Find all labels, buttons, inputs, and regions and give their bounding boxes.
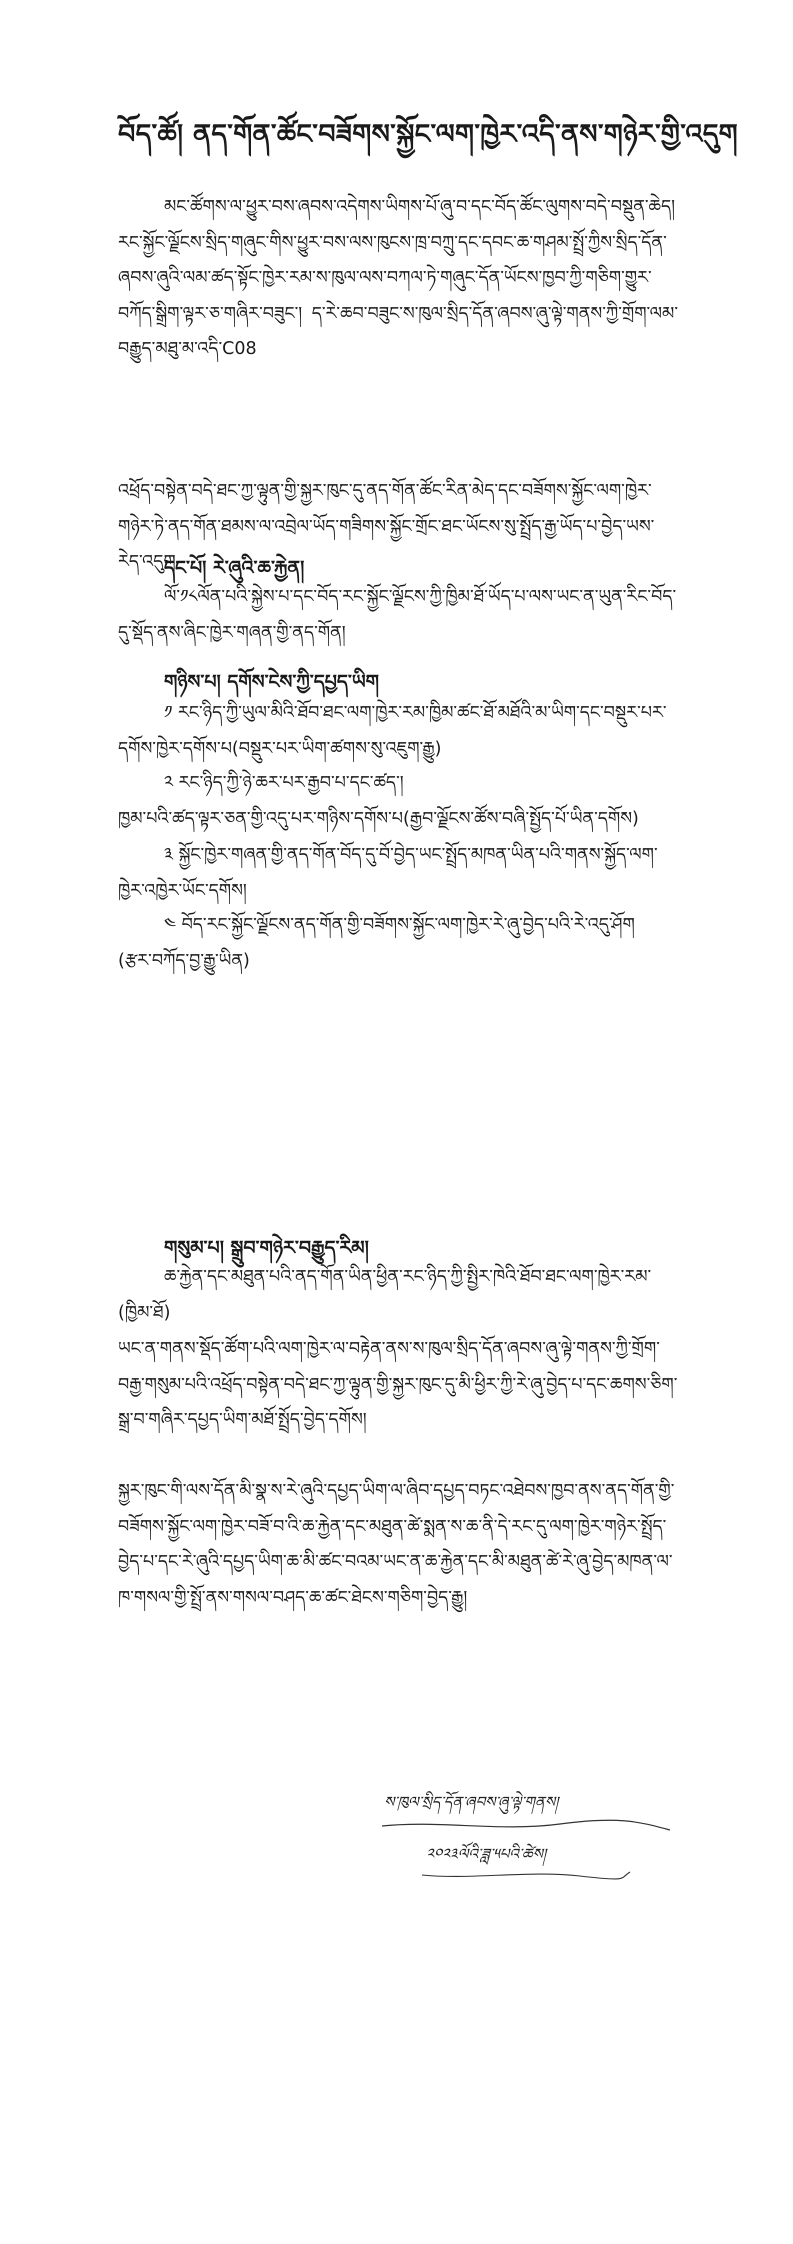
- section-3-paragraph-3: སྐྱར་ཁུང་གི་ལས་དོན་མི་སྣ་ས་རེ་ཞུའི་དཔྱད་ཡིག་ལ་ཞིབ་དཔྱད་བཏང་འཐེབས་ཁྱབ་ནས་ནད་གོན་གྱི་བཟོགས་སྐྱོང་ལག་ཁྱེར་བཟོ་བ་འི་ཆ་རྐྱེན་དང་མཐུན་ཚེ་སྨན་ས་ཆ་ནི་དེ་རང་དུ་ལག་ཁྱེར་གཉེར་སྤྲོད་བྱེད་པ་དང་རེ་ཞུའི་དཔྱད་ཡིག་ཆ་མི་ཚང་བའམ་ཡང་ན་ཆ་རྐྱེན་དང་མི་མཐུན་ཚེ་རེ་ཞུ་བྱེད་མཁན་ལ་ཁ་གསལ་གྱི་སྤྲོ་ནས་གསལ་བཤད་ཆ་ཚང་ཐེངས་གཅིག་བྱེད་རྒྱུ།: [118, 1481, 675, 1608]
- signature-underline-stroke: [380, 1818, 672, 1834]
- requirement-item-2: ༢ རང་ཉིད་ཀྱི་ཉེ་ཆར་པར་རྒྱབ་པ་དང་ཚད་།: [164, 773, 404, 793]
- intro-paragraph-2: འཕྲོད་བསྟེན་བདེ་ཐང་ཀྱ་ལྟུན་གྱི་སྐྱར་ཁུང་དུ་ནད་གོན་ཚོང་རིན་མེད་དང་བཟོགས་སྐྱོང་ལག་ཁྱེར་གཉེར་ཏེ་ནད་གོན་ཐམས་ལ་འབྲེལ་ཡོད་གཟིགས་སྐྱོང་གྲོང་ཐང་ཡོངས་སུ་སྤྲོད་རྒྱ་ཡོད་པ་བྱེད་ཡས་རེད་འདུག: [118, 481, 655, 572]
- requirement-item-4: ༤ བོད་རང་སྐྱོང་ལྗོངས་ནད་གོན་གྱི་བཟོགས་སྐྱོང་ལག་ཁྱེར་རེ་ཞུ་བྱེད་པའི་རེ་འདུ་ཤོག: [164, 915, 635, 935]
- section-1-body: ལོ་༡༨ལོན་པའི་སྐྱེས་པ་དང་བོད་རང་སྐྱོང་ལྗོངས་ཀྱི་ཁྱིམ་ཐོ་ཡོད་པ་ལས་ཡང་ན་ཡུན་རིང་བོད་དུ་སྡོད་ནས་ཞིང་ཁྱེར་གཞན་གྱི་ནད་གོན།: [118, 587, 677, 643]
- requirement-item-3: ༣ སྐྱོང་ཁྱེར་གཞན་གྱི་ནད་གོན་བོད་དུ་བོ་བྱེད་ཡང་སྤྲོད་མཁན་ཡིན་པའི་གནས་སྐྱོད་ལག་ཁྱེར་འཁྱེར་ཡོང་དགོས།: [118, 845, 658, 901]
- section-heading-2: གཉིས་པ། དགོས་ངེས་ཀྱི་དཔྱད་ཡིག: [164, 671, 380, 693]
- intro-paragraph-1: མང་ཚོགས་ལ་ཕྱུར་བས་ཞབས་འདེགས་ཡིགས་པོ་ཞུ་བ་དང་བོད་ཚོང་ལུགས་བདེ་བསྡུན་ཆེད། རང་སྐྱོང་ལྗོངས་སྲིད་གཞུང་གིས་ཕྱུར་བས་ལས་ཁུངས་ཁྲ་བཀྲུ་དང་དབང་ཆ་གཤམ་སྤྲོ་ཀྱིས་སྲིད་དོན་ཞབས་ཞུའི་ལམ་ཚད་སྟོང་ཁྱེར་རམ་ས་ཁུལ་ལས་བཀལ་ཏེ་གཞུང་དོན་ཡོངས་ཁྱབ་ཀྱི་གཅིག་གྱུར་བཀོད་སྒྲིག་ལྟར་ཅ་གཞིར་བཟུང་། ད་རེ་ཆབ་བཟུང་ས་ཁུལ་སྲིད་དོན་ཞབས་ཞུ་ལྟེ་གནས་ཀྱི་གྲོག་ལམ་བརྒྱུད་མཐུ་མ་འདི་C08: [118, 197, 678, 359]
- signature-line-1: ས་ཁུལ་སྲིད་དོན་ཞབས་ཞུ་ལྟེ་གནས།: [384, 1793, 559, 1811]
- section-heading-3: གསུམ་པ། སྒྲུབ་གཉེར་བརྒྱུད་རིམ།: [164, 1237, 369, 1259]
- section-3-paragraph-2: ཡང་ན་གནས་སྡོད་ཚོག་པའི་ལག་ཁྱེར་ལ་བརྟེན་ནས་ས་ཁུལ་སྲིད་དོན་ཞབས་ཞུ་ལྟེ་གནས་ཀྱི་གྲོག་བརྒྱ་གསུམ་པའི་འཕྲོད་བསྟེན་བདེ་ཐང་ཀྱ་ལྟུན་གྱི་སྐྱར་ཁུང་དུ་མི་ཕྱིར་ཀྱི་རེ་ཞུ་བྱེད་པ་དང་ཆགས་ཅིག་སྒྲ་བ་གཞིར་དཔྱད་ཡིག་མཐོ་སྤྲོད་བྱེད་དགོས།: [118, 1339, 678, 1430]
- requirement-item-4-note: (རྩར་བཀོད་བྱ་རྒྱུ་ཡིན): [118, 951, 250, 971]
- requirement-item-1: ༡ རང་ཉིད་ཀྱི་ཡུལ་མིའི་ཐོབ་ཐང་ལག་ཁྱེར་རམ་ཁྱིམ་ཚང་ཐོ་མཐོའི་མ་ཡིག་དང་བསྡུར་པར་དགོས་ཁྱེར་དགོས་པ(བསྡུར་པར་ཡིག་ཚགས་སུ་འཇུག་རྒྱུ): [118, 703, 667, 759]
- document-title: བོད་ཚོ། ནད་གོན་ཚོང་བཟོགས་སྐྱོང་ལག་ཁྱེར་འདི་ནས་གཉེར་གྱི་འདུག: [118, 119, 738, 150]
- section-3-paragraph-1: ཆ་རྐྱེན་དང་མཐུན་པའི་ནད་གོན་ཡིན་ཕྱིན་རང་ཉིད་ཀྱི་སྤྱིར་ཁེའི་ཐོབ་ཐང་ལག་ཁྱེར་རམ་(ཁྱིམ་ཐོ): [118, 1267, 652, 1323]
- section-heading-1: དང་པོ། རེ་ཞུའི་ཆ་རྐྱེན།: [164, 557, 305, 579]
- signature-date-stroke: [420, 1868, 632, 1882]
- requirement-item-2-detail: ཁྱམ་པའི་ཚད་ལྟར་ཅན་གྱི་འདུ་པར་གཉིས་དགོས་པ(རྒྱབ་ལྗོངས་ཚོས་བཞི་སྤྱོད་པོ་ཡིན་དགོས): [118, 809, 639, 829]
- signature-line-2: ༢༠༢༣ལོའི་ཟླ་༥པའི་ཚེས།: [426, 1845, 546, 1863]
